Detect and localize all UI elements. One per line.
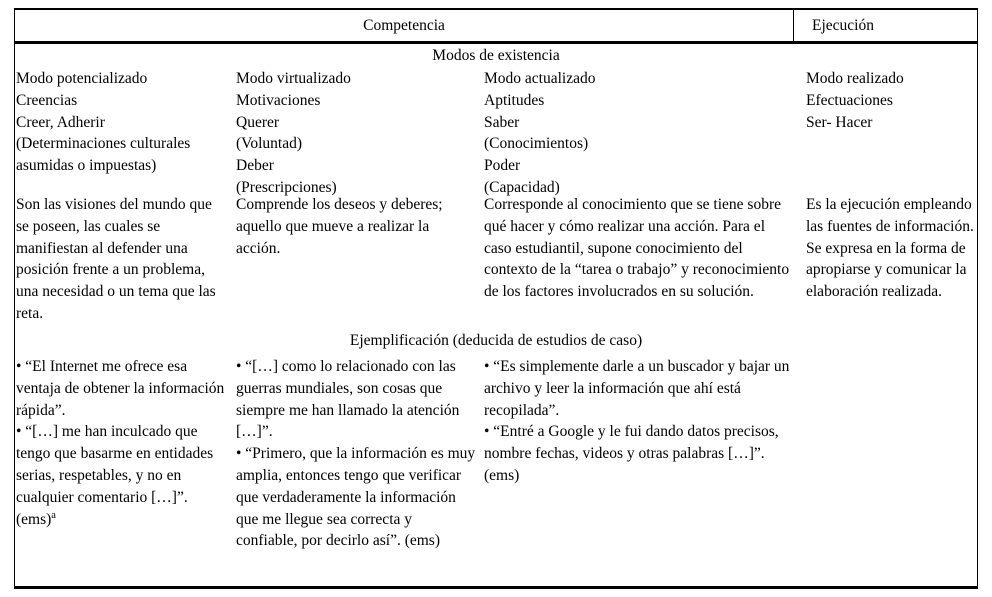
example-quote: • “Entré a Google y le fui dando datos precisos, nombre fechas, videos y otras palabras […]”. (ems) [484, 423, 779, 484]
mode-line: Aptitudes [484, 91, 545, 109]
mode-line: Efectuaciones [806, 91, 893, 109]
modes-column-2 [236, 68, 476, 199]
mode-line: Modo actualizado [484, 70, 596, 87]
examples-column-1 [16, 356, 228, 530]
description-text: Comprende los deseos y deberes; aquello que mueve a realizar la acción. [236, 196, 443, 257]
section-title-ejemplificacion: Ejemplificación (deducida de estudios de caso) [349, 332, 643, 349]
table-header-rule [14, 41, 978, 44]
description-column-1 [16, 194, 228, 325]
description-column-4 [806, 194, 974, 303]
mode-line: Creer, Adherir [16, 113, 105, 131]
mode-line: Querer [236, 113, 280, 131]
description-text: Corresponde al conocimiento que se tiene sobre qué hacer y cómo realizar una acción. Para el caso estudiantil, supone conocimiento del contexto de la “tarea o trabajo” y reconocimiento de los factores involucrados en su solución. [484, 196, 790, 301]
table-header-row [15, 10, 977, 41]
description-column-2 [236, 194, 476, 259]
mode-line: Saber [484, 113, 520, 131]
mode-line: Ser- Hacer [806, 113, 873, 131]
example-quote-text: • “[…] me han inculcado que tengo que basarme en entidades serias, respetables, y no en cualquier comentario […]”. (ems) [16, 423, 214, 528]
example-quote [16, 421, 228, 530]
modes-column-4 [806, 68, 974, 133]
example-quote: • “Primero, que la información es muy amplia, entonces tengo que verificar que verdaderamente la información que me llegue sea correcta y confiable, por decirlo así”. (ems) [236, 445, 476, 550]
examples-column-2 [236, 356, 476, 552]
mode-line: Motivaciones [236, 91, 321, 109]
description-column-3 [484, 194, 794, 303]
section-title-modos: Modos de existencia [432, 47, 560, 64]
example-quote: • “Es simplemente darle a un buscador y bajar un archivo y leer la información que ahí está recopilada”. [484, 358, 790, 419]
mode-line: asumidas o impuestas) [16, 157, 157, 175]
table-bottom-rule [14, 586, 978, 589]
description-text: Son las visiones del mundo que se poseen, las cuales se manifiestan al defender una posición frente a un problema, una necesidad o un tema que las reta. [16, 196, 216, 322]
modes-column-1 [16, 68, 228, 177]
mode-line: (Voluntad) [236, 135, 303, 153]
table-left-rule [14, 8, 15, 589]
footnote-marker: a [51, 509, 56, 521]
examples-column-3 [484, 356, 794, 487]
header-competencia: Competencia [363, 17, 445, 34]
table-right-rule [977, 8, 978, 589]
mode-line: (Determinaciones culturales [16, 135, 191, 153]
mode-line: Modo potencializado [16, 70, 148, 87]
modes-column-3 [484, 68, 794, 199]
description-text: Es la ejecución empleando las fuentes de información. Se expresa en la forma de apropiarse y comunicar la elaboración realizada. [806, 196, 974, 301]
mode-line: (Conocimientos) [484, 135, 589, 153]
mode-line: (Prescripciones) [236, 178, 337, 196]
mode-line: Poder [484, 157, 521, 175]
mode-line: Deber [236, 157, 274, 175]
mode-line: Modo realizado [806, 70, 904, 87]
mode-line: Creencias [16, 91, 78, 109]
example-quote: • “El Internet me ofrece esa ventaja de obtener la información rápida”. [16, 358, 225, 419]
example-quote: • “[…] como lo relacionado con las guerras mundiales, son cosas que siempre me han llamado la atención […]”. [236, 358, 460, 441]
header-ejecucion: Ejecución [812, 17, 874, 34]
mode-line: Modo virtualizado [236, 70, 351, 87]
mode-line: (Capacidad) [484, 178, 560, 196]
